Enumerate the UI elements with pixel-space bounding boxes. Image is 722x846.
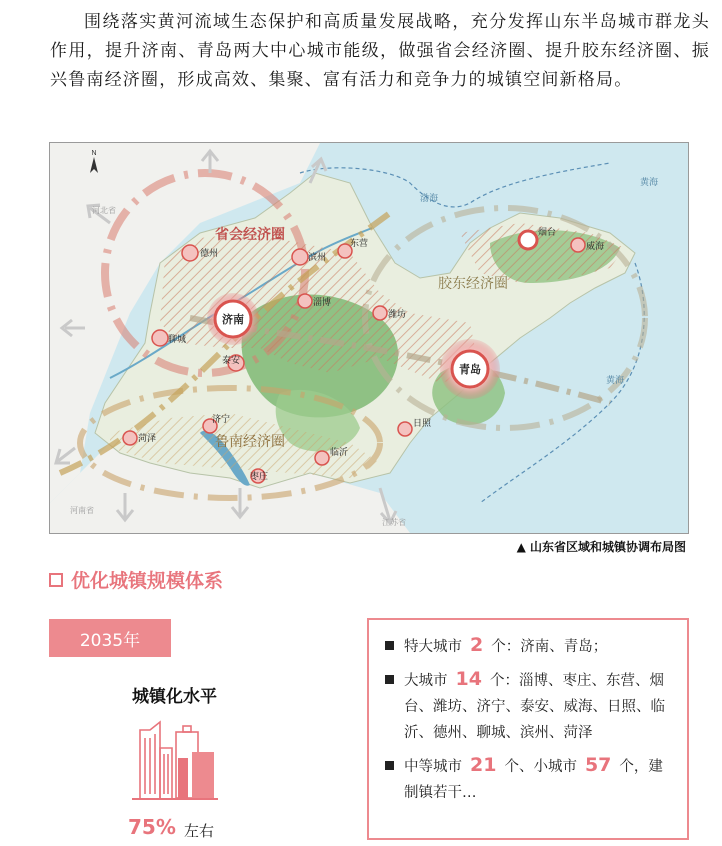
urbanization-rate-note: 左右 — [184, 822, 215, 840]
tier-small-count: 57 — [584, 754, 612, 776]
city-label-dongying: 东营 — [350, 239, 369, 249]
sea-label-bohai: 渤海 — [420, 194, 439, 204]
city-label-qingdao: 青岛 — [459, 363, 481, 376]
city-label-weifang: 潍坊 — [388, 310, 407, 320]
buildings-icon — [126, 708, 222, 804]
year-badge: 2035年 — [49, 619, 171, 657]
bullet-icon — [385, 675, 394, 684]
region-label-provincial: 省会经济圈 — [215, 227, 285, 243]
city-label-dezhou: 德州 — [200, 249, 219, 259]
tier-megacity-count: 2 — [470, 634, 484, 656]
bullet-icon — [385, 761, 394, 770]
city-label-weihai: 威海 — [586, 242, 605, 252]
city-label-linyi: 临沂 — [330, 448, 349, 458]
tier-medium-count: 21 — [470, 754, 497, 776]
neighbor-label-jiangsu: 江苏省 — [382, 518, 406, 527]
city-label-zibo: 淄博 — [313, 298, 332, 308]
tier-medium-small-list: 个，建制镇若干… — [404, 759, 663, 801]
north-label: N — [91, 150, 97, 157]
map-canvas — [50, 143, 688, 533]
tier-large-list: 个：淄博、枣庄、东营、烟台、潍坊、济宁、泰安、威海、日照、临沂、德州、聊城、滨州、菏泽 — [404, 673, 665, 741]
city-tiers-box — [367, 618, 689, 840]
region-label-jiaodong: 胶东经济圈 — [438, 276, 508, 292]
tier-large — [385, 666, 673, 746]
city-label-taian: 泰安 — [222, 356, 241, 366]
tier-megacity-list: 个：济南、青岛； — [491, 639, 608, 655]
bullet-icon — [385, 641, 394, 650]
city-label-liaocheng: 聊城 — [168, 335, 187, 345]
neighbor-label-henan: 河南省 — [70, 506, 94, 515]
section-title-text: 优化城镇规模体系 — [71, 570, 224, 592]
city-label-binzhou: 滨州 — [308, 253, 327, 263]
tier-megacity-label: 特大城市 — [404, 639, 462, 655]
tier-medium-label: 中等城市 — [404, 759, 462, 775]
section-title — [49, 566, 223, 593]
section-square-icon — [49, 573, 63, 587]
sea-label-yellow-north: 黄海 — [640, 178, 659, 188]
intro-paragraph: 围绕落实黄河流域生态保护和高质量发展战略，充分发挥山东半岛城市群龙头作用，提升济南、青岛两大中心城市能级，做强省会经济圈、提升胶东经济圈、振兴鲁南经济圈，形成高效、集聚、富有活力和竞争力的城镇空间新格局。 — [50, 12, 710, 90]
sea-label-yellow-south: 黄海 — [606, 376, 625, 386]
city-label-jining: 济宁 — [212, 415, 231, 425]
city-label-zaozhuang: 枣庄 — [250, 472, 269, 482]
city-label-heze: 菏泽 — [138, 434, 157, 444]
region-label-lunan: 鲁南经济圈 — [215, 434, 285, 450]
tier-large-label: 大城市 — [404, 673, 448, 689]
city-label-jinan: 济南 — [222, 313, 244, 326]
tier-small-label: 个、小城市 — [504, 759, 577, 775]
map-caption: ▲ 山东省区域和城镇协调布局图 — [516, 540, 686, 554]
urbanization-title: 城镇化水平 — [132, 687, 217, 707]
tier-medium-small — [385, 752, 673, 806]
city-label-yantai: 烟台 — [538, 228, 557, 238]
tier-megacity — [385, 632, 673, 660]
tier-large-count: 14 — [455, 668, 482, 690]
neighbor-label-hebei: 河北省 — [92, 206, 116, 215]
urbanization-rate: 75% — [128, 815, 176, 839]
city-label-rizhao: 日照 — [413, 419, 432, 429]
regional-coordination-map — [49, 142, 689, 534]
